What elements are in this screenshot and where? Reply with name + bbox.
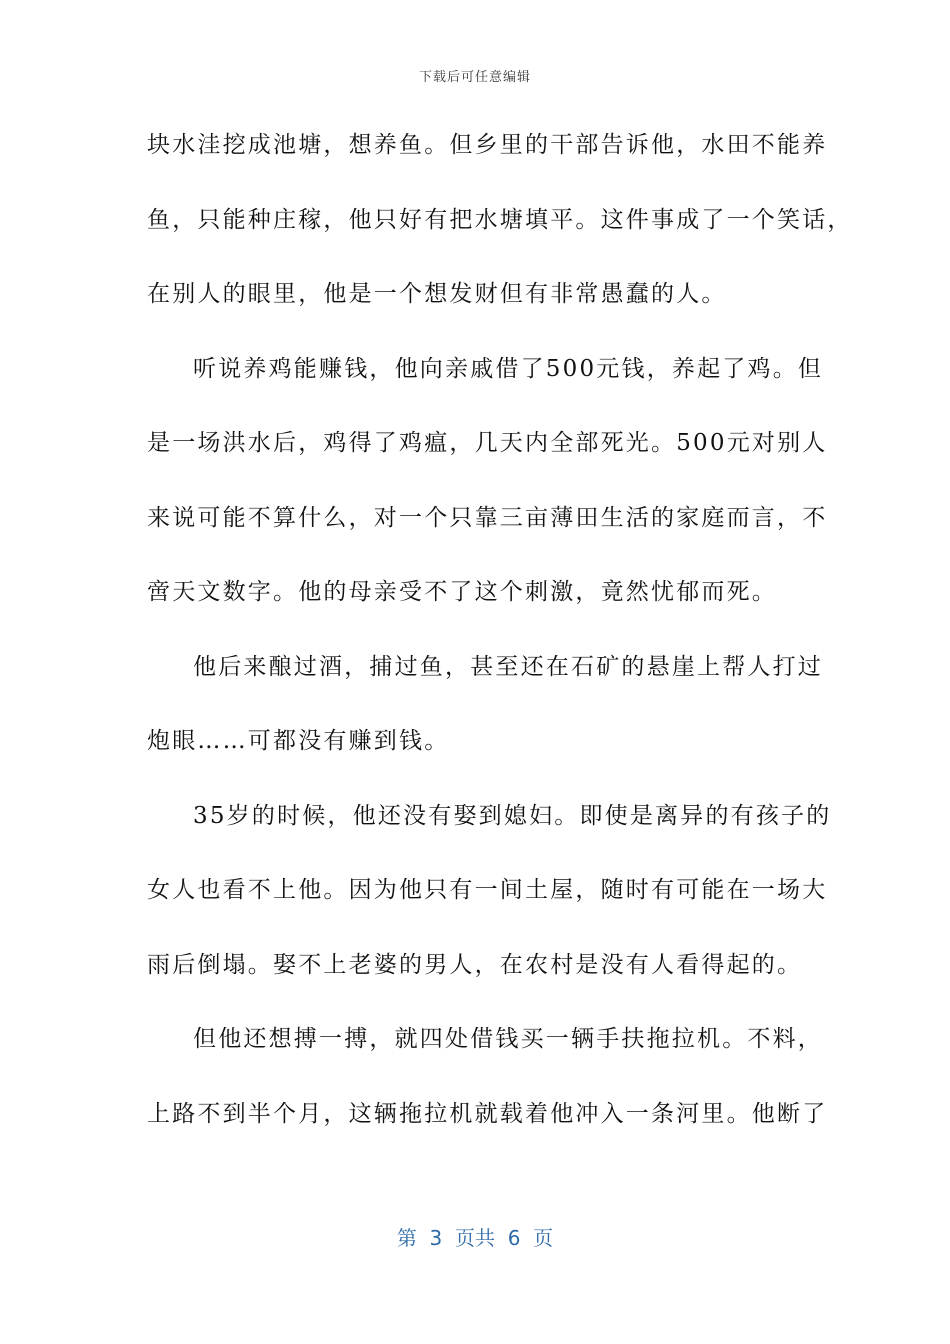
paragraph-start-line: 但他还想搏一搏，就四处借钱买一辆手扶拖拉机。不料， bbox=[193, 1026, 823, 1052]
document-body bbox=[147, 120, 853, 1163]
text-line: 鱼，只能种庄稼，他只好有把水塘填平。这件事成了一个笑话， bbox=[147, 206, 853, 233]
text-line: 炮眼……可都没有赚到钱。 bbox=[147, 728, 450, 754]
text-line: 来说可能不算什么，对一个只靠三亩薄田生活的家庭而言，不 bbox=[147, 504, 828, 531]
page-header: 下载后可任意编辑 bbox=[418, 70, 531, 85]
text-line: 雨后倒塌。娶不上老婆的男人，在农村是没有人看得起的。 bbox=[147, 951, 803, 978]
text-line: 啻天文数字。他的母亲受不了这个刺激，竟然忧郁而死。 bbox=[147, 579, 777, 605]
paragraph-start-line: 听说养鸡能赚钱，他向亲戚借了500元钱，养起了鸡。但 bbox=[193, 355, 824, 382]
paragraph-start-line: 35岁的时候，他还没有娶到媳妇。即使是离异的有孩子的 bbox=[193, 802, 832, 829]
paragraph-start-line: 他后来酿过酒，捕过鱼，甚至还在石矿的悬崖上帮人打过 bbox=[193, 653, 823, 680]
text-line: 是一场洪水后，鸡得了鸡瘟，几天内全部死光。500元对别人 bbox=[147, 430, 828, 456]
text-line: 上路不到半个月，这辆拖拉机就载着他冲入一条河里。他断了 bbox=[147, 1100, 828, 1127]
page-number-footer: 第 3 页共 6 页 bbox=[396, 1226, 554, 1250]
text-line: 女人也看不上他。因为他只有一间土屋，随时有可能在一场大 bbox=[147, 877, 828, 903]
text-line: 在别人的眼里，他是一个想发财但有非常愚蠢的人。 bbox=[147, 281, 727, 307]
text-line: 块水洼挖成池塘，想养鱼。但乡里的干部告诉他，水田不能养 bbox=[147, 132, 828, 158]
